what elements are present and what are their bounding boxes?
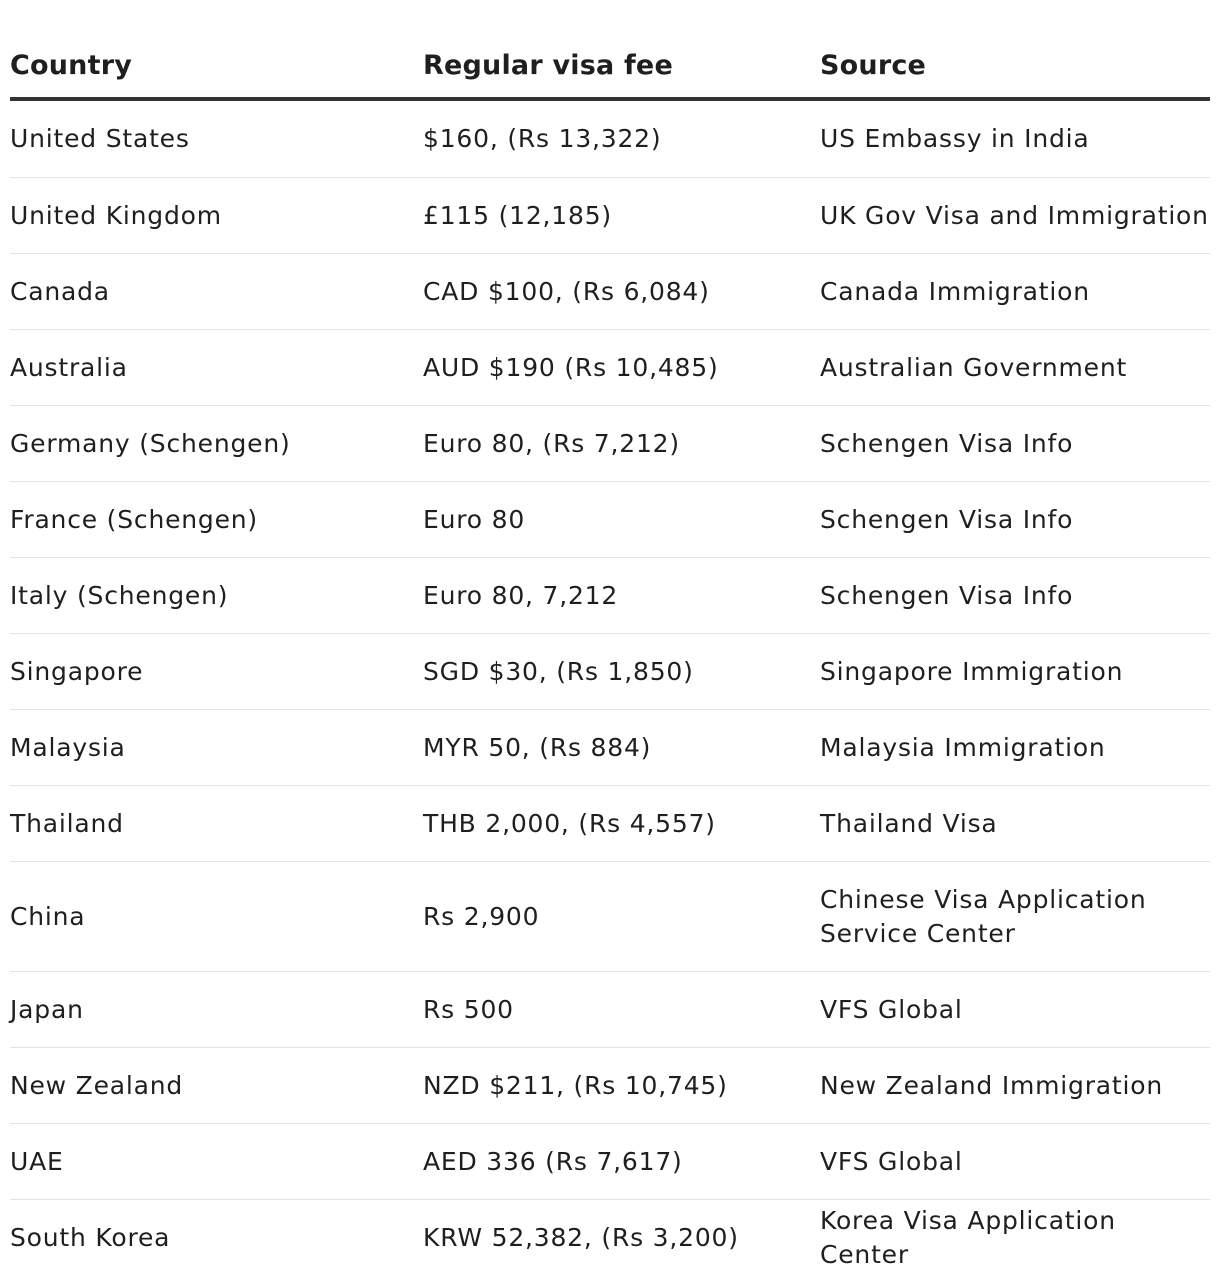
source-cell: VFS Global [820,994,963,1024]
source-cell: Canada Immigration [820,276,1090,306]
source-cell: Thailand Visa [820,808,998,838]
table-body [10,101,1210,1276]
header-source: Source [820,50,927,81]
table-row [10,406,1210,482]
table-row [10,254,1210,330]
country-cell: South Korea [10,1223,171,1252]
fee-cell: AED 336 (Rs 7,617) [423,1146,683,1176]
country-cell: United States [10,124,190,153]
country-cell: Canada [10,276,110,306]
source-cell: Singapore Immigration [820,656,1124,686]
country-cell: New Zealand [10,1070,184,1100]
source-cell: Schengen Visa Info [820,580,1074,610]
source-cell-line: Service Center [820,918,1016,948]
country-cell: UAE [10,1146,64,1176]
country-cell: Italy (Schengen) [10,580,229,610]
table-row [10,786,1210,862]
table-row [10,634,1210,710]
source-cell: Malaysia Immigration [820,732,1106,762]
fee-cell: CAD $100, (Rs 6,084) [423,276,710,306]
source-cell-line: Chinese Visa Application [820,884,1147,914]
country-cell: Germany (Schengen) [10,428,291,458]
header-country: Country [10,50,133,81]
table-row [10,1124,1210,1200]
table-row [10,482,1210,558]
table-row [10,558,1210,634]
table-row [10,1048,1210,1124]
source-cell: US Embassy in India [820,124,1090,153]
country-cell: Thailand [10,808,124,838]
country-cell: Japan [10,994,84,1024]
fee-cell: Rs 500 [423,994,514,1024]
fee-cell: THB 2,000, (Rs 4,557) [423,808,716,838]
country-cell: United Kingdom [10,200,222,230]
country-cell: Malaysia [10,732,126,762]
fee-cell: Euro 80 [423,504,526,534]
source-cell: UK Gov Visa and Immigration [820,200,1209,230]
source-cell: Schengen Visa Info [820,504,1074,534]
source-cell: Korea Visa Application Center [820,1206,1116,1269]
fee-cell: Rs 2,900 [423,901,540,931]
fee-cell: KRW 52,382, (Rs 3,200) [423,1223,739,1252]
country-cell: France (Schengen) [10,504,258,534]
fee-cell: AUD $190 (Rs 10,485) [423,352,719,382]
table-row [10,862,1210,972]
source-cell: Schengen Visa Info [820,428,1074,458]
table-row [10,972,1210,1048]
table-row [10,1200,1210,1276]
source-cell [820,883,1210,951]
source-cell: VFS Global [820,1146,963,1176]
fee-cell: Euro 80, (Rs 7,212) [423,428,680,458]
source-cell: Australian Government [820,352,1128,382]
source-cell: New Zealand Immigration [820,1070,1164,1100]
table-row [10,101,1210,178]
fee-cell: $160, (Rs 13,322) [423,124,662,153]
fee-cell: MYR 50, (Rs 884) [423,732,652,762]
header-fee: Regular visa fee [423,50,673,81]
visa-fee-table [10,0,1210,1276]
country-cell: Singapore [10,656,144,686]
table-row [10,178,1210,254]
country-cell: China [10,901,86,931]
fee-cell: SGD $30, (Rs 1,850) [423,656,694,686]
fee-cell: Euro 80, 7,212 [423,580,619,610]
fee-cell: NZD $211, (Rs 10,745) [423,1070,728,1100]
table-header [10,0,1210,101]
country-cell: Australia [10,352,128,382]
table-row [10,330,1210,406]
fee-cell: £115 (12,185) [423,200,612,230]
table-row [10,710,1210,786]
